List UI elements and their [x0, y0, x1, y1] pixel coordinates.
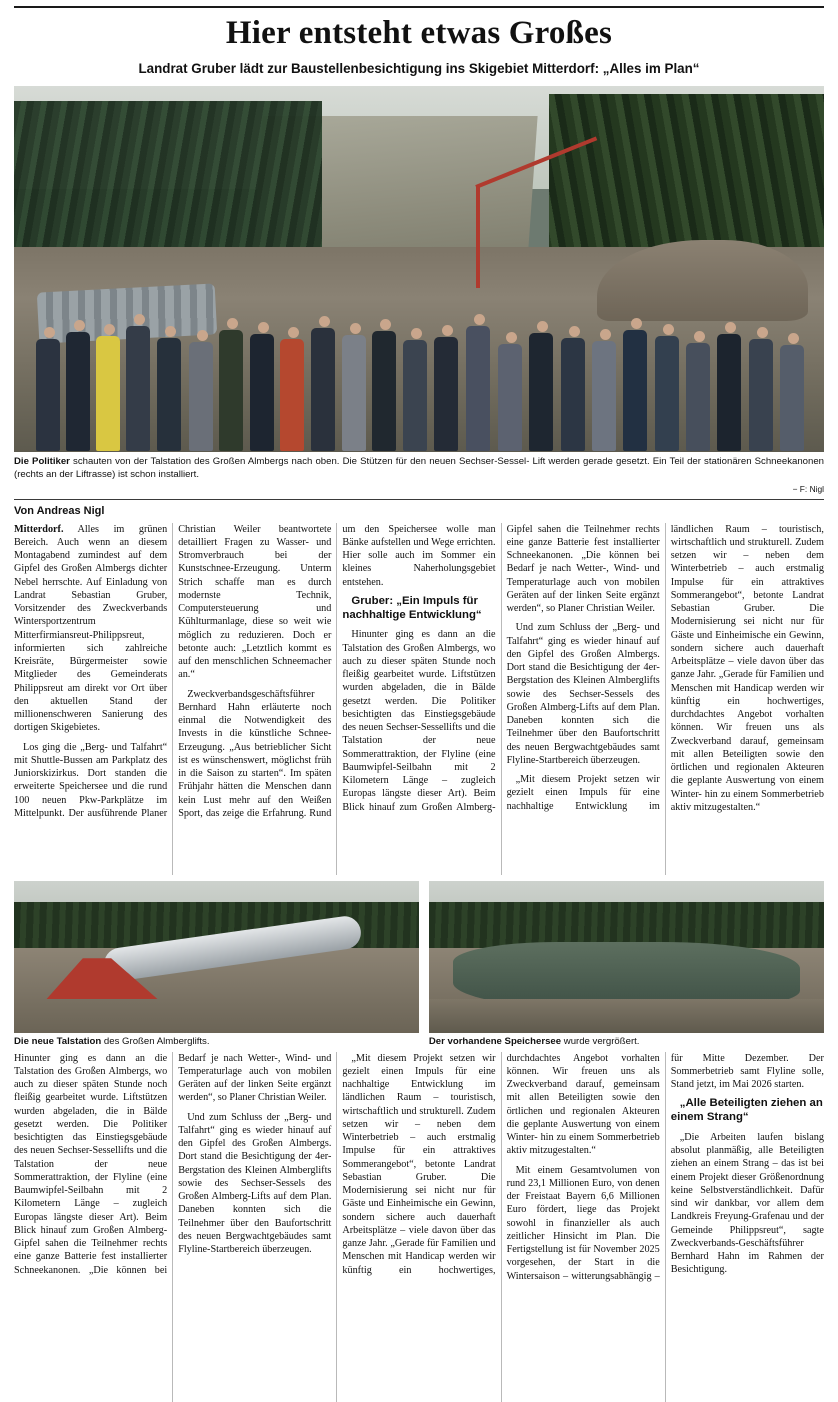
photo-person	[250, 322, 276, 452]
photo-person	[780, 333, 806, 452]
photo-person	[96, 324, 122, 452]
caption-left-lead: Die neue Talstation	[14, 1035, 102, 1047]
paragraph-4b: Hinunter ging es dann an die Talstation des Großen Almbergs, wo auch zu dieser späten Stunde noch fleißig gearbeitet wurde. Liftstützen wurden abgeladen, die in Bälde gesetzt werden. Die Politiker besichtigten das Einstiegsgebäude des neuen Sechser-Sessellifts und die Talstation der neue Sommerattraktion, der Flyline (eine Baumwipfel-Seilbahn mit 2 Kilometern Länge – zugleich Europas längste dieser Art). Beim Blick hinauf zum Großen Almberg-Gipfel sahen die Teilnehmer rechts eine ganze Batterie fest installierter Schneekanonen. „Die können bei Bedarf je nach Wetter-, Wind- und Temperaturlage auch von mobilen Geräten auf der linken Seite ergänzt werden“, so Planer Christian Weiler.	[14, 1052, 332, 1276]
photo-person	[403, 328, 429, 452]
photo-forest-left	[14, 101, 322, 269]
photo-person	[749, 327, 775, 452]
caption-lead: Die Politiker	[14, 456, 70, 468]
photo-person	[66, 320, 92, 452]
caption-right	[429, 1036, 824, 1047]
photo-person	[717, 322, 743, 452]
photo-person	[466, 314, 492, 452]
photo-person	[686, 331, 712, 452]
caption-left-text: des Großen Almberglifts.	[101, 1035, 210, 1047]
secondary-photo-captions	[14, 1036, 824, 1047]
dateline: Mitterdorf.	[14, 523, 64, 535]
caption-text: schauten von der Talstation des Großen Almbergs nach oben. Die Stützen für den neuen Sechser-Sessel- Lift werden gerade gesetzt. Ein Teil der stationären Schneekanonen (rechts an der Liftrasse) ist schon installiert.	[14, 456, 824, 481]
photo-person	[311, 316, 337, 452]
photo-credit: − F: Nigl	[792, 483, 824, 494]
photo-person	[655, 324, 681, 452]
photo-person	[623, 318, 649, 452]
paragraph-4: Hinunter ging es dann an die Talstation des Großen Almbergs, wo auch zu dieser späten Stunde noch fleißig gearbeitet wurde. Liftstützen wurden abgeladen, die in Bälde gesetzt werden. Die Politiker besichtigten das Einstiegsgebäude des neuen Sechser-Sessellifts und die Talstation der neue Sommerattraktion, der Flyline (eine Baumwipfel-Seilbahn mit 2 Kilometern Länge – zugleich Europas längste dieser Art). Beim Blick hinauf zum Großen Almberg-Gipfel sahen die Teilnehmer rechts eine ganze Batterie fest installierter Schneekanonen. „Die können bei Bedarf je nach Wetter-, Wind- und Temperaturlage auch von mobilen Geräten auf der linken Seite ergänzt werden“, so Planer Christian Weiler.	[342, 523, 660, 813]
byline: Von Andreas Nigl	[14, 504, 105, 517]
paragraph-5: Und zum Schluss der „Berg- und Talfahrt“ ging es wieder hinauf auf den Gipfel des Großen Almbergs. Dort stand die Besichtigung der 4er-Bergstation des Kleinen Almberglifts sowie des Sechser-Sessels des Großen Almberg-Lifts auf dem Plan. Daneben konnten sich die Teilnehmer über den Baufortschritt des neuen Bergwachtgebäudes samt Flyline-Startbereich überzeugen.	[506, 622, 660, 766]
caption-right-lead: Der vorhandene Speichersee	[428, 1035, 562, 1047]
caption-right-text: wurde vergrößert.	[561, 1035, 640, 1047]
paragraph-8: „Die Arbeiten laufen bislang absolut planmäßig, alle Beteiligten ziehen an einem Strang – das ist bei einem Projekt dieser Größenordnung keine Selbstverständlichkeit. Dafür sind wir dankbar, vor allem dem Landkreis Freyung-Grafenau und der Gemeinde Philippsreut“, sagte Zweckverbands-Geschäftsführer Bernhard Hahn im Rahmen der Besichtigung.	[670, 1131, 824, 1276]
section-subhead-1: Gruber: „Ein Impuls für nachhaltige Entwicklung“	[342, 594, 482, 621]
photo-person	[529, 321, 555, 452]
main-photo-caption	[14, 456, 824, 481]
photo-person	[219, 318, 245, 452]
paragraph-6: „Mit diesem Projekt setzen wir gezielt einen Impuls für eine nachhaltige Entwicklung im ländlichen Raum – touristisch, wirtschaftlich und strukturell. Zudem setzen wir – neben dem Winterbetrieb – auch erstmalig Impulse für ein attraktives Sommerangebot“, betonte Landrat Sebastian Gruber. Die Modernisierung sei nicht nur für Gäste und Einheimische ein Gewinn, sondern sichere auch dauerhaft Arbeitsplätze – viele davon über das ganze Jahr. „Gerade für Familien und Menschen mit Handicap werden wir künftig ein hochwertiges, durchdachtes Angebot vorhalten können. Wir freuen uns als Zweckverband darauf, gemeinsam mit allen Beteiligten sowie den örtlichen und regionalen Akteuren die geplante Auswertung von einem Winter- hin zu einem Sommerbetrieb aktiv mitzugestalten.“	[506, 523, 824, 813]
paragraph-5b: Und zum Schluss der „Berg- und Talfahrt“ ging es wieder hinauf auf den Gipfel des Großen Almbergs. Dort stand die Besichtigung der 4er-Bergstation des Kleinen Almberglifts sowie des Sechser-Sessels des Großen Almberg-Lifts auf dem Plan. Daneben konnten sich die Teilnehmer über den Baufortschritt des neuen Bergwachtgebäudes samt Flyline-Startbereich überzeugen.	[178, 1111, 332, 1256]
photo-person	[157, 326, 183, 452]
photo-person	[280, 327, 306, 452]
photo-reservoir	[429, 881, 824, 1033]
photo-person	[189, 330, 215, 452]
paragraph-3: Zweckverbandsgeschäftsführer Bernhard Hahn erläuterte noch einmal die Notwendigkeit des Invests in die künstliche Schnee-Erzeugung. „Aus betrieblicher Sicht ist es wünschenswert, möglichst früh in die Saison zu starten“. Im späten Frühjahr hätten die Menschen dann kein Lust mehr auf den Weißen Sport, das zeige die Erfahrung. Rund um den Speichersee wolle man Bänke aufstellen und Wege errichten. Hier solle auch im Sommer ein kleines Naherholungsgebiet entstehen.	[178, 523, 496, 819]
photo-person	[36, 327, 62, 452]
caption-left	[14, 1036, 419, 1047]
paragraph-2: Los ging die „Berg- und Talfahrt“ mit Shuttle-Bussen am Parkplatz des Juniorskizirkus. Dort standen die erweiterte Speichersee und die rund 100 neuen Pkw-Parkplätze im Mittelpunkt. Der ausführende Planer Christian Weiler beantwortete detailliert Fragen zu Wasser- und Stromverbrauch bei der Kunstschnee-Erzeugung. Unterm Strich schaffe man es durch modernste Technik, Computersteuerung und Kühlturmanlage, diese so weit wie möglich zu reduzieren. Doch er betonte auch: „Letztlich kommt es auf den menschlichen Schneemacher an.“	[14, 523, 332, 819]
section-divider	[14, 499, 824, 500]
page-title: Hier entsteht etwas Großes	[225, 15, 613, 51]
photo-person	[434, 325, 460, 452]
paragraph-1	[14, 523, 167, 735]
main-photo	[14, 86, 824, 452]
article-body-bottom	[14, 1052, 824, 1402]
photo-person	[372, 319, 398, 452]
photo-person	[126, 314, 152, 452]
paragraph-6b: „Mit diesem Projekt setzen wir gezielt einen Impuls für eine nachhaltige Entwicklung im ländlichen Raum – touristisch, wirtschaftlich und strukturell. Zudem setzen wir – neben dem Winterbetrieb – auch erstmalig Impulse für ein attraktives Sommerangebot“, betonte Landrat Sebastian Gruber. Die Modernisierung sei nicht nur für Gäste und Einheimische ein Gewinn, sondern sichere auch dauerhaft Arbeitsplätze – viele davon über das ganze Jahr. „Gerade für Familien und Menschen mit Handicap werden wir künftig ein hochwertiges, durchdachtes Angebot vorhalten können. Wir freuen uns als Zweckverband darauf, gemeinsam mit allen Beteiligten sowie den örtlichen und regionalen Akteuren die geplante Auswertung von einem Winter- hin zu einem Sommerbetrieb aktiv mitzugestalten.“	[342, 1052, 660, 1276]
photo-valley-station	[14, 881, 419, 1033]
photo-person	[592, 329, 618, 452]
photo-person	[342, 323, 368, 452]
article-body-top	[14, 523, 824, 875]
photo-crowd	[14, 262, 824, 452]
section-subhead-2: „Alle Beteiligten ziehen an einem Strang“	[670, 1097, 823, 1124]
paragraph-1-text: Alles im grünen Bereich. Auch wenn an diesem Montagabend zumindest auf dem Gipfel des Großen Almbergs dichter Nebel herrschte. Auf Einladung von Landrat Sebastian Gruber, Vorsitzender des Zweckverbands Wintersportzentrum Mitterfirmiansreut-Philippsreut, informierten sich zahlreiche Kreisräte, Bürgermeister sowie Mitglieder des Gemeinderats Philippsreut am direkt vor Ort über den aktuellen Stand der millionenschweren Sanierung des dortigen Skigebietes.	[14, 523, 168, 734]
subheadline: Landrat Gruber lädt zur Baustellenbesichtigung ins Skigebiet Mitterdorf: „Alles im Plan“	[138, 60, 700, 76]
photo-person	[561, 326, 587, 452]
photo-person	[498, 332, 524, 452]
secondary-photos	[14, 881, 824, 1033]
photo-shore	[429, 999, 824, 1032]
top-divider	[14, 6, 824, 8]
paragraph-7: Mit einem Gesamtvolumen von rund 23,1 Millionen Euro, von denen der Freistaat Bayern 6,6 Millionen Euro fördert, liege das Projekt sowohl in finanzieller als auch zeitlicher Hinsicht im Plan. Die Fertigstellung ist für November 2025 vorgesehen, der Start in die Wintersaison – witterungsabhängig – für Mitte Dezember. Der Sommerbetrieb samt Flyline solle, Stand jetzt, im Mai 2026 starten.	[506, 1052, 824, 1282]
